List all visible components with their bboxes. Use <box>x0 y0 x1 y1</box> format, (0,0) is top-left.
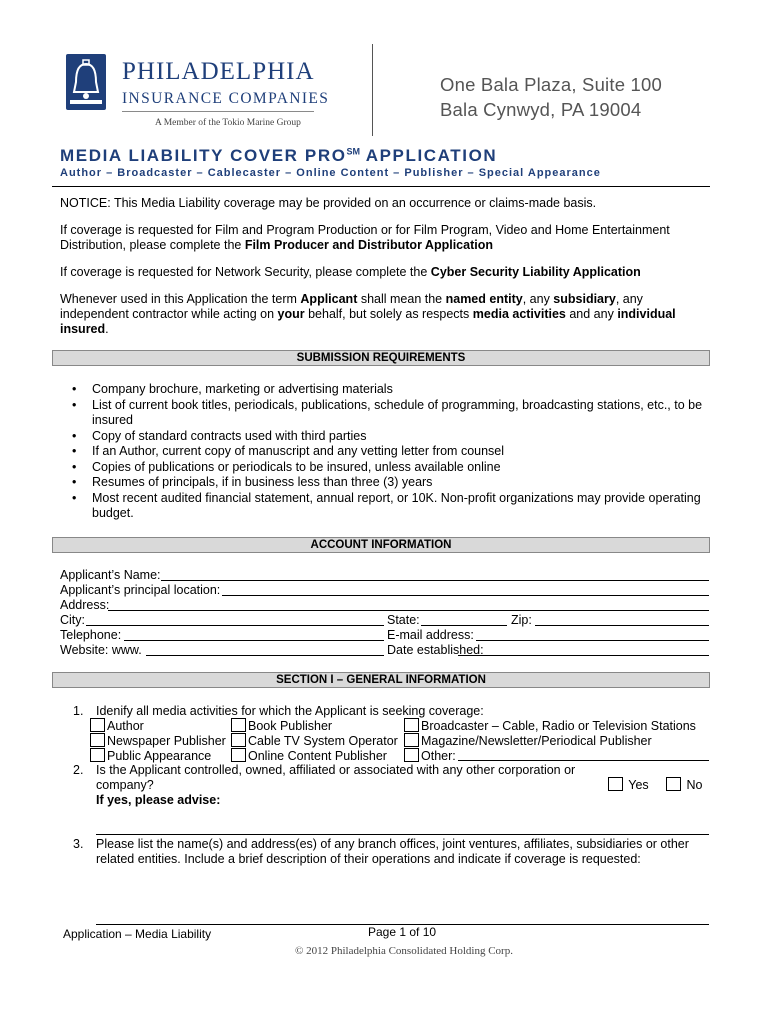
city-label: City: <box>60 613 85 627</box>
footer-form-name: Application – Media Liability <box>63 927 212 941</box>
checkbox[interactable] <box>231 733 246 747</box>
list-item: • Copy of standard contracts used with third parties <box>72 429 712 445</box>
company-subtitle: INSURANCE COMPANIES <box>122 90 330 107</box>
date-established-label: Date established: <box>387 643 484 657</box>
date-established-field[interactable] <box>458 643 709 656</box>
footer-page-number: Page 1 of 10 <box>368 925 437 939</box>
list-item: • Most recent audited financial statement, annual report, or 10K. Non-profit organizations may provide operating budget. <box>72 491 712 522</box>
checkbox[interactable] <box>90 733 105 747</box>
checkbox[interactable] <box>666 777 681 791</box>
option-broadcaster[interactable]: Broadcaster – Cable, Radio or Television Stations <box>404 718 696 734</box>
applicant-name-field[interactable] <box>161 568 709 581</box>
question-3-number: 3. <box>73 837 84 851</box>
submission-list <box>72 382 712 522</box>
option-magazine-publisher[interactable]: Magazine/Newsletter/Periodical Publisher <box>404 733 652 749</box>
checkbox[interactable] <box>404 718 419 732</box>
other-activity-field[interactable] <box>458 748 709 761</box>
film-application-name: Film Producer and Distributor Application <box>244 238 493 252</box>
cyber-application-name: Cyber Security Liability Application <box>430 265 641 279</box>
list-item: • Copies of publications or periodicals to be insured, unless available online <box>72 460 712 476</box>
website-field[interactable] <box>146 643 384 656</box>
page-title: MEDIA LIABILITY COVER PRO℠ APPLICATION <box>60 146 498 165</box>
option-online-content[interactable]: Online Content Publisher <box>231 748 387 764</box>
list-item: • If an Author, current copy of manuscript and any vetting letter from counsel <box>72 444 712 460</box>
address-line-2: Bala Cynwyd, PA 19004 <box>440 99 642 120</box>
account-information-heading: ACCOUNT INFORMATION <box>52 537 710 553</box>
state-label: State: <box>387 613 420 627</box>
option-other[interactable]: Other: <box>404 748 456 764</box>
applicant-name-label: Applicant’s Name: <box>60 568 161 582</box>
checkbox[interactable] <box>231 718 246 732</box>
address-line-1: One Bala Plaza, Suite 100 <box>440 74 663 95</box>
address-label: Address: <box>60 598 110 612</box>
email-field[interactable] <box>476 628 709 641</box>
question-1-text: Idenify all media activities for which the Applicant is seeking coverage: <box>96 704 484 718</box>
checkbox[interactable] <box>90 748 105 762</box>
question-2-text-cont: company? <box>96 778 154 792</box>
telephone-field[interactable] <box>124 628 384 641</box>
zip-label: Zip: <box>511 613 532 627</box>
page-subtitle: Author – Broadcaster – Cablecaster – Online Content – Publisher – Special Appearance <box>60 167 601 179</box>
option-cable-operator[interactable]: Cable TV System Operator <box>231 733 398 749</box>
website-label: Website: www. <box>60 643 142 657</box>
question-2-no[interactable]: No <box>666 777 702 793</box>
question-1-number: 1. <box>73 704 84 718</box>
title-rule <box>52 186 710 187</box>
zip-field[interactable] <box>535 613 709 626</box>
footer-copyright: © 2012 Philadelphia Consolidated Holding Corp. <box>295 945 513 957</box>
question-2-text: Is the Applicant controlled, owned, affiliated or associated with any other corporation or <box>96 763 576 777</box>
checkbox[interactable] <box>608 777 623 791</box>
bell-icon <box>66 54 106 110</box>
list-item: • List of current book titles, periodicals, publications, schedule of programming, broadcasting stations, etc., to be insured <box>72 398 712 429</box>
section-1-heading: SECTION I – GENERAL INFORMATION <box>52 672 710 688</box>
option-public-appearance[interactable]: Public Appearance <box>90 748 211 764</box>
option-newspaper-publisher[interactable]: Newspaper Publisher <box>90 733 226 749</box>
question-2-advise-label: If yes, please advise: <box>96 793 221 807</box>
checkbox[interactable] <box>404 733 419 747</box>
checkbox[interactable] <box>231 748 246 762</box>
question-3-text: Please list the name(s) and address(es) of any branch offices, joint ventures, affiliates, subsidiaries or other related entities. Include a brief description of their operations and indicate if coverage is requested: <box>96 837 689 866</box>
principal-location-label: Applicant’s principal location: <box>60 583 221 597</box>
question-2-yes[interactable]: Yes <box>608 777 649 793</box>
definition-paragraph: Whenever used in this Application the term Applicant shall mean the named entity, any subsidiary, any independent contractor while acting on your behalf, but solely as respects media activities and any individual insured. <box>60 292 676 336</box>
film-paragraph: If coverage is requested for Film and Program Production or for Film Program, Video and Home Entertainment Distribution, please complete the Film Producer and Distributor Application <box>60 223 670 252</box>
submission-requirements-heading: SUBMISSION REQUIREMENTS <box>52 350 710 366</box>
state-field[interactable] <box>421 613 507 626</box>
liberty-bell-logo <box>66 54 106 110</box>
principal-location-field[interactable] <box>222 583 709 596</box>
company-name: PHILADELPHIA <box>122 58 315 85</box>
telephone-label: Telephone: <box>60 628 122 642</box>
question-3-answer-field[interactable] <box>96 912 709 925</box>
list-item: • Company brochure, marketing or advertising materials <box>72 382 712 398</box>
logo-rule <box>122 111 314 112</box>
checkbox[interactable] <box>404 748 419 762</box>
question-2-number: 2. <box>73 763 84 777</box>
cyber-paragraph: If coverage is requested for Network Security, please complete the Cyber Security Liability Application <box>60 265 641 279</box>
city-field[interactable] <box>86 613 384 626</box>
question-2-advise-field[interactable] <box>96 822 709 835</box>
option-author[interactable]: Author <box>90 718 144 734</box>
address-field[interactable] <box>108 598 709 611</box>
email-label: E-mail address: <box>387 628 474 642</box>
header-divider <box>372 44 373 136</box>
list-item: • Resumes of principals, if in business less than three (3) years <box>72 475 712 491</box>
option-book-publisher[interactable]: Book Publisher <box>231 718 332 734</box>
checkbox[interactable] <box>90 718 105 732</box>
member-line: A Member of the Tokio Marine Group <box>155 118 301 128</box>
notice-paragraph: NOTICE: This Media Liability coverage may be provided on an occurrence or claims-made basis. <box>60 196 597 210</box>
service-mark: SM <box>346 146 361 157</box>
